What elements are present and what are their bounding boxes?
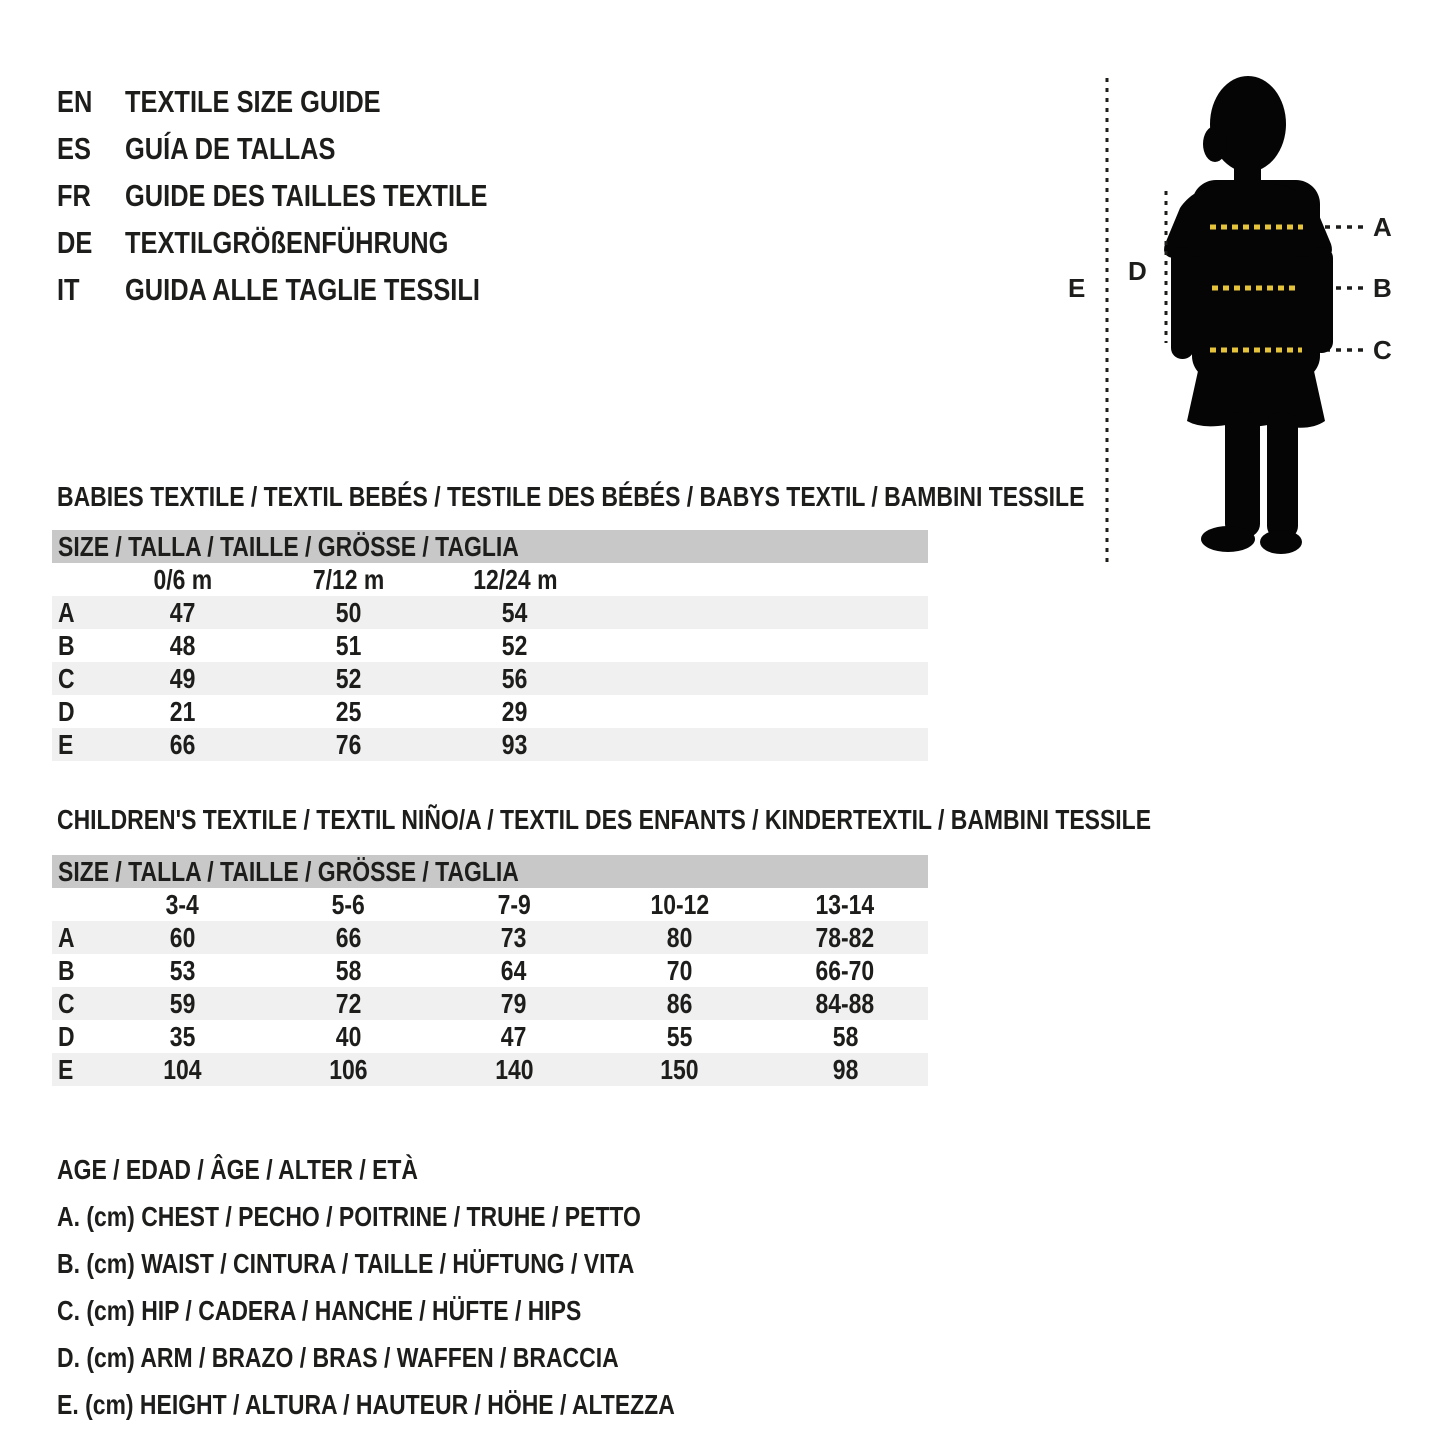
cell-value: 66 [170, 728, 196, 760]
language-code: DE [57, 224, 93, 260]
legend-line-age: AGE / EDAD / ÂGE / ALTER / ETÀ [57, 1153, 419, 1185]
size-header-bar: SIZE / TALLA / TAILLE / GRÖSSE / TAGLIA [52, 855, 928, 888]
table-row [52, 629, 928, 662]
column-header: 7-9 [497, 888, 531, 920]
cell-value: 66-70 [815, 954, 875, 986]
cell-value: 72 [335, 987, 362, 1019]
column-header: 3-4 [166, 888, 200, 920]
babies-size-table [52, 530, 928, 761]
table-row [52, 695, 928, 728]
cell-value: 59 [169, 987, 196, 1019]
cell-value: 150 [660, 1053, 699, 1085]
cell-value: 79 [501, 987, 527, 1019]
column-header: 13-14 [815, 888, 875, 920]
guide-title-en: TEXTILE SIZE GUIDE [125, 83, 381, 119]
legend-line-hip: C. (cm) HIP / CADERA / HANCHE / HÜFTE / HIPS [57, 1294, 582, 1326]
cell-value: 49 [170, 662, 196, 694]
column-header-row [52, 563, 928, 596]
guide-title-it: GUIDA ALLE TAGLIE TESSILI [125, 271, 480, 307]
cell-value: 52 [336, 662, 362, 694]
row-label: C [58, 662, 75, 694]
cell-value: 93 [502, 728, 528, 760]
column-header: 5-6 [331, 888, 365, 920]
cell-value: 84-88 [815, 987, 875, 1019]
table-row [52, 921, 928, 954]
label-b: B [1373, 273, 1392, 303]
cell-value: 106 [329, 1053, 368, 1085]
column-header: 12/24 m [472, 563, 558, 595]
cell-value: 80 [666, 921, 693, 953]
legend-line-waist: B. (cm) WAIST / CINTURA / TAILLE / HÜFTUNG / VITA [57, 1247, 635, 1279]
row-label: B [58, 954, 75, 986]
cell-value: 64 [501, 954, 527, 986]
legend-line-arm: D. (cm) ARM / BRAZO / BRAS / WAFFEN / BRACCIA [57, 1341, 619, 1373]
table-row [52, 1053, 928, 1086]
babies-table-heading: BABIES TEXTILE / TEXTIL BEBÉS / TESTILE DES BÉBÉS / BABYS TEXTIL / BAMBINI TESSILE [57, 481, 1085, 512]
language-title-list [57, 78, 567, 313]
language-code: FR [57, 177, 91, 213]
row-label: D [58, 1020, 75, 1052]
cell-value: 104 [163, 1053, 202, 1085]
cell-value: 47 [170, 596, 196, 628]
language-row-fr [57, 172, 567, 219]
cell-value: 76 [336, 728, 362, 760]
column-header-row [52, 888, 928, 921]
column-header: 0/6 m [153, 563, 213, 595]
cell-value: 66 [335, 921, 362, 953]
language-code: EN [57, 83, 93, 119]
cell-value: 86 [666, 987, 693, 1019]
cell-value: 73 [501, 921, 527, 953]
cell-value: 58 [335, 954, 362, 986]
row-label: D [58, 695, 75, 727]
guide-title-de: TEXTILGRÖßENFÜHRUNG [125, 224, 449, 260]
language-code: IT [57, 271, 80, 307]
cell-value: 29 [502, 695, 528, 727]
table-row [52, 1020, 928, 1053]
language-row-es [57, 125, 567, 172]
table-row [52, 728, 928, 761]
column-header: 7/12 m [313, 563, 385, 595]
cell-value: 52 [502, 629, 528, 661]
row-label: C [58, 987, 75, 1019]
cell-value: 78-82 [815, 921, 875, 953]
cell-value: 70 [666, 954, 693, 986]
cell-value: 54 [502, 596, 528, 628]
cell-value: 21 [170, 695, 196, 727]
guide-title-es: GUÍA DE TALLAS [125, 130, 336, 166]
children-table-heading: CHILDREN'S TEXTILE / TEXTIL NIÑO/A / TEXTIL DES ENFANTS / KINDERTEXTIL / BAMBINI TESSILE [57, 804, 1152, 835]
language-row-it [57, 266, 567, 313]
table-row [52, 662, 928, 695]
table-row [52, 954, 928, 987]
label-a: A [1373, 212, 1392, 242]
cell-value: 55 [666, 1020, 693, 1052]
cell-value: 53 [169, 954, 196, 986]
cell-value: 58 [832, 1020, 858, 1052]
children-size-table [52, 855, 928, 1086]
cell-value: 98 [832, 1053, 858, 1085]
cell-value: 25 [336, 695, 362, 727]
language-row-de [57, 219, 567, 266]
language-code: ES [57, 130, 91, 166]
row-label: E [58, 1053, 74, 1085]
label-c: C [1373, 335, 1392, 365]
label-d: D [1128, 256, 1147, 286]
cell-value: 60 [169, 921, 196, 953]
language-row-en [57, 78, 567, 125]
cell-value: 40 [335, 1020, 362, 1052]
row-label: A [58, 921, 75, 953]
cell-value: 56 [502, 662, 528, 694]
cell-value: 47 [501, 1020, 527, 1052]
row-label: E [58, 728, 74, 760]
label-e: E [1068, 273, 1086, 303]
row-label: B [58, 629, 75, 661]
guide-title-fr: GUIDE DES TAILLES TEXTILE [125, 177, 488, 213]
legend-line-chest: A. (cm) CHEST / PECHO / POITRINE / TRUHE / PETTO [57, 1200, 641, 1232]
row-label: A [58, 596, 75, 628]
table-row [52, 596, 928, 629]
cell-value: 50 [336, 596, 362, 628]
measurement-legend [57, 1146, 810, 1428]
column-header: 10-12 [650, 888, 709, 920]
table-row [52, 987, 928, 1020]
cell-value: 35 [169, 1020, 196, 1052]
size-header-bar: SIZE / TALLA / TAILLE / GRÖSSE / TAGLIA [52, 530, 928, 563]
legend-line-height: E. (cm) HEIGHT / ALTURA / HAUTEUR / HÖHE / ALTEZZA [57, 1388, 675, 1420]
cell-value: 48 [170, 629, 196, 661]
cell-value: 51 [336, 629, 362, 661]
cell-value: 140 [494, 1053, 534, 1085]
